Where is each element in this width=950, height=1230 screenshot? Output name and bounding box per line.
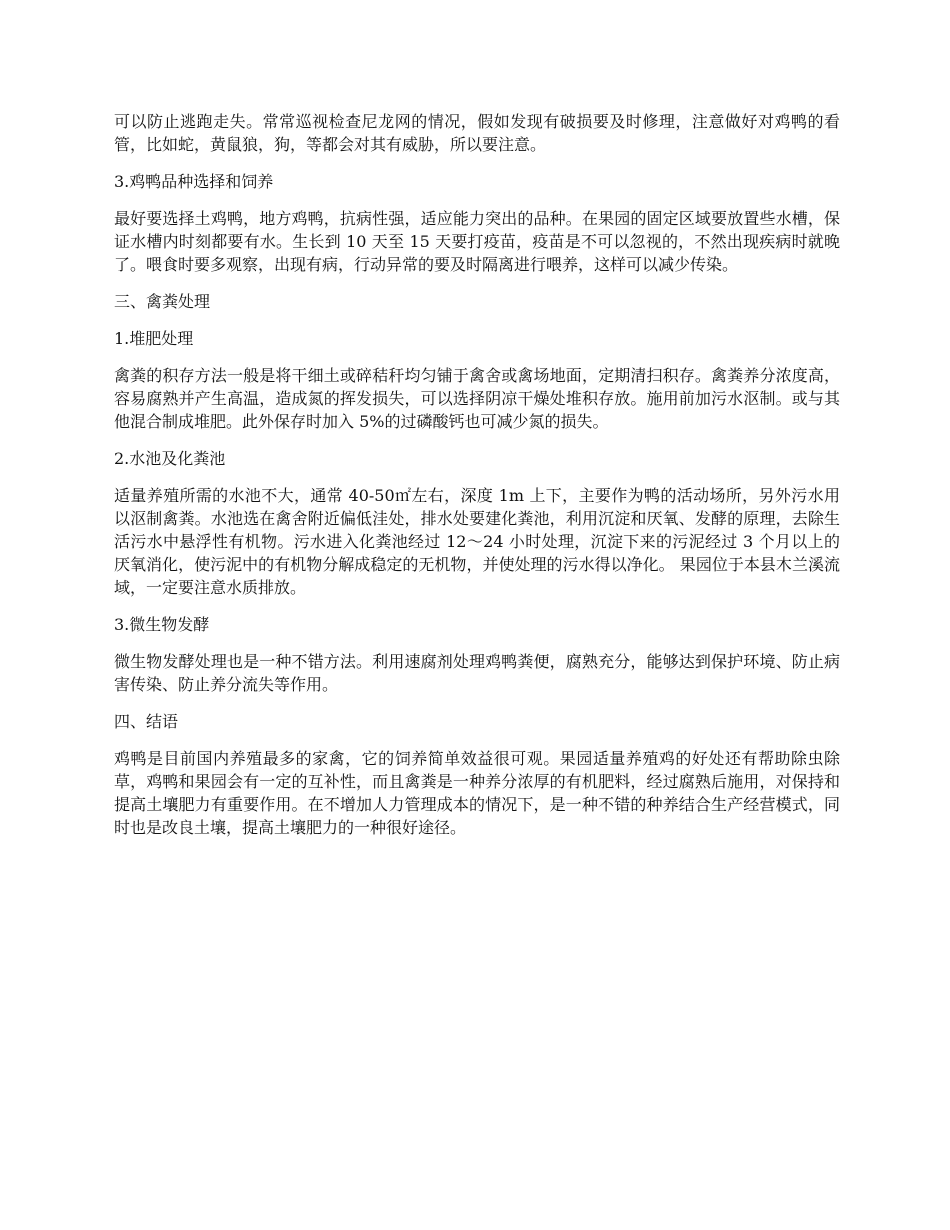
chapter-heading-conclusion: 四、结语 [114,712,179,731]
document-body [114,110,840,853]
section-heading-composting: 1.堆肥处理 [114,329,194,348]
paragraph-composting: 禽粪的积存方法一般是将干细土或碎秸秆均匀铺于禽舍或禽场地面，定期清扫积存。禽粪养分浓度高，容易腐熟并产生高温，造成氮的挥发损失，可以选择阴凉干燥处堆积存放。施用前加污水沤制。或与其他混合制成堆肥。此外保存时加入 5%的过磷酸钙也可减少氮的损失。 [114,366,840,431]
paragraph-microbial-fermentation: 微生物发酵处理也是一种不错方法。利用速腐剂处理鸡鸭粪便，腐熟充分，能够达到保护环境、防止病害传染、防止养分流失等作用。 [114,652,840,694]
paragraph-breed-selection: 最好要选择土鸡鸭，地方鸡鸭，抗病性强，适应能力突出的品种。在果园的固定区域要放置些水槽，保证水槽内时刻都要有水。生长到 10 天至 15 天要打疫苗，疫苗是不可以忽视的，不然出现疾病时就晚了。喂食时要多观察，出现有病，行动异常的要及时隔离进行喂养，这样可以减少传染。 [114,209,840,274]
chapter-heading-manure-treatment: 三、禽粪处理 [114,292,211,311]
paragraph-conclusion: 鸡鸭是目前国内养殖最多的家禽，它的饲养简单效益很可观。果园适量养殖鸡的好处还有帮助除虫除草，鸡鸭和果园会有一定的互补性，而且禽粪是一种养分浓厚的有机肥料，经过腐熟后施用，对保持和提高土壤肥力有重要作用。在不增加人力管理成本的情况下，是一种不错的种养结合生产经营模式，同时也是改良土壤，提高土壤肥力的一种很好途径。 [114,749,840,837]
section-heading-pond-septic: 2.水池及化粪池 [114,449,226,468]
section-heading-breed-selection: 3.鸡鸭品种选择和饲养 [114,172,274,191]
paragraph-intro-continued: 可以防止逃跑走失。常常巡视检查尼龙网的情况，假如发现有破损要及时修理，注意做好对鸡鸭的看管，比如蛇，黄鼠狼，狗，等都会对其有威胁，所以要注意。 [114,112,840,154]
section-heading-microbial-fermentation: 3.微生物发酵 [114,615,210,634]
paragraph-pond-septic: 适量养殖所需的水池不大，通常 40-50㎡左右，深度 1m 上下，主要作为鸭的活动场所，另外污水用以沤制禽粪。水池选在禽舍附近偏低洼处，排水处要建化粪池，利用沉淀和厌氧、发酵的原理，去除生活污水中悬浮性有机物。污水进入化粪池经过 12～24 小时处理，沉淀下来的污泥经过 3 个月以上的厌氧消化，使污泥中的有机物分解成稳定的无机物，并使处理的污水得以净化。 果园位于本县木兰溪流域，一定要注意水质排放。 [114,486,840,597]
